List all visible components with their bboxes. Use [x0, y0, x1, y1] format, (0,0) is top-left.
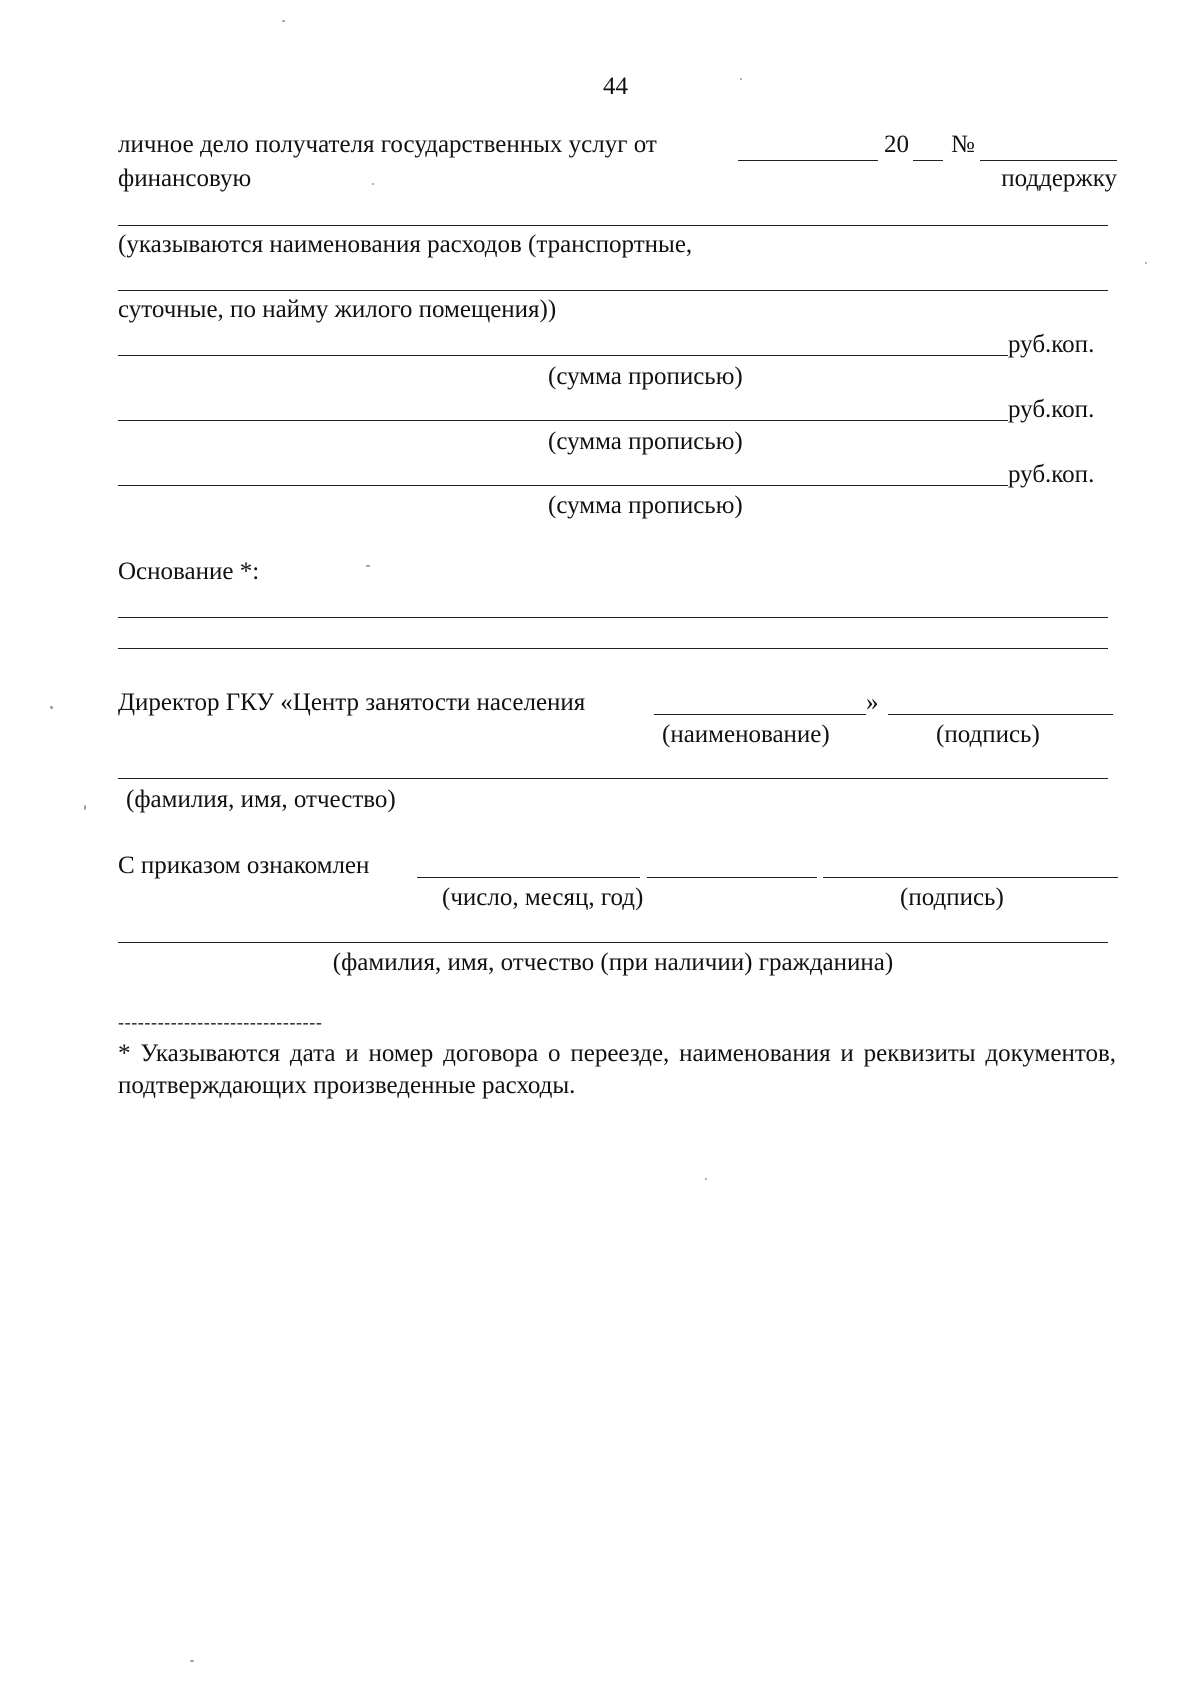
- amount-line-2: [118, 420, 1008, 421]
- date-blank-line: [738, 160, 878, 161]
- director-text: Директор ГКУ «Центр занятости населения: [118, 689, 586, 716]
- director-signature-caption: (подпись): [936, 721, 1040, 748]
- scan-speck: [366, 565, 370, 567]
- amount-currency-2: руб.коп.: [1008, 396, 1095, 423]
- acknowledged-text: С приказом ознакомлен: [118, 852, 370, 879]
- director-fio-line: [118, 778, 1108, 779]
- director-signature-line: [888, 714, 1113, 715]
- expense-hint-1: (указываются наименования расходов (транспортные,: [118, 231, 693, 258]
- basis-line-2: [118, 648, 1108, 649]
- basis-line-1: [118, 617, 1108, 618]
- number-blank-line: [980, 160, 1117, 161]
- personal-file-text: личное дело получателя государственных услуг от: [118, 131, 657, 158]
- center-name-line: [654, 714, 866, 715]
- amount-line-1: [118, 355, 1008, 356]
- ack-signature-caption: (подпись): [900, 884, 1004, 911]
- ack-fio-caption: (фамилия, имя, отчество (при наличии) гражданина): [332, 949, 894, 976]
- scan-speck: [282, 20, 285, 22]
- financial-text: финансовую: [118, 165, 252, 192]
- scan-speck: [740, 78, 742, 80]
- footnote-separator: -------------------------------: [118, 1012, 323, 1032]
- amount-caption-2: (сумма прописью): [548, 428, 743, 455]
- director-fio-caption: (фамилия, имя, отчество): [126, 786, 396, 813]
- ack-fio-line: [118, 942, 1108, 943]
- amount-caption-3: (сумма прописью): [548, 492, 743, 519]
- support-text: поддержку: [1001, 165, 1117, 192]
- basis-label: Основание *:: [118, 558, 260, 585]
- amount-line-3: [118, 485, 1008, 486]
- footnote-text: * Указываются дата и номер договора о переезде, наименования и реквизиты документов, подтверждающих произведенные расходы.: [118, 1040, 1116, 1099]
- scan-speck: [1145, 262, 1147, 264]
- page-number: 44: [603, 73, 628, 100]
- ack-date-line-2: [647, 877, 817, 878]
- scan-speck: [50, 706, 53, 709]
- year-blank-line: [913, 160, 943, 161]
- amount-caption-1: (сумма прописью): [548, 363, 743, 390]
- scan-speck: [84, 805, 86, 810]
- expense-line-2: [118, 290, 1108, 291]
- center-name-close-quote: »: [866, 689, 879, 716]
- amount-currency-3: руб.коп.: [1008, 461, 1095, 488]
- expense-line-1: [118, 225, 1108, 226]
- ack-date-caption: (число, месяц, год): [442, 884, 644, 911]
- expense-hint-2: суточные, по найму жилого помещения)): [118, 296, 557, 323]
- amount-currency-1: руб.коп.: [1008, 331, 1095, 358]
- ack-date-line-1: [417, 877, 640, 878]
- year-prefix: 20: [884, 131, 909, 158]
- number-sign: №: [951, 131, 975, 158]
- scan-speck: [190, 1660, 194, 1662]
- scan-speck: [705, 1178, 707, 1180]
- ack-signature-line: [823, 877, 1118, 878]
- center-name-caption: (наименование): [662, 721, 830, 748]
- scan-speck: [372, 183, 374, 185]
